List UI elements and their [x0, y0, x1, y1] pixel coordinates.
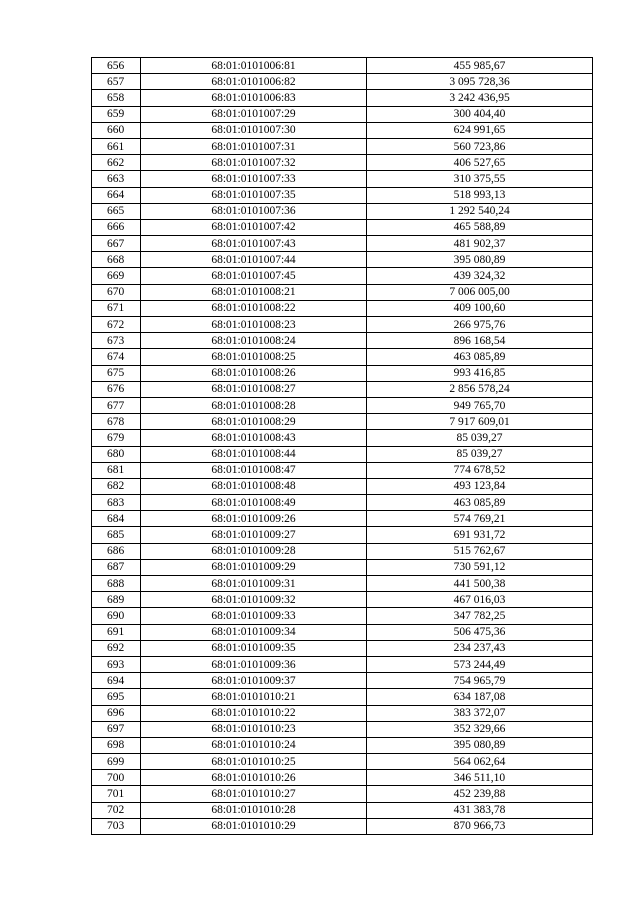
row-number-cell: 685 [92, 527, 141, 543]
cadastral-number-cell: 68:01:0101010:28 [141, 802, 367, 818]
cadastral-number-cell: 68:01:0101009:37 [141, 673, 367, 689]
cadastral-value-cell: 463 085,89 [367, 495, 593, 511]
row-number-cell: 684 [92, 511, 141, 527]
cadastral-number-cell: 68:01:0101008:44 [141, 446, 367, 462]
row-number-cell: 703 [92, 818, 141, 834]
row-number-cell: 694 [92, 673, 141, 689]
table-row [92, 511, 593, 527]
cadastral-value-cell: 266 975,76 [367, 317, 593, 333]
cadastral-number-cell: 68:01:0101007:33 [141, 171, 367, 187]
row-number-cell: 657 [92, 74, 141, 90]
row-number-cell: 661 [92, 138, 141, 154]
cadastral-number-cell: 68:01:0101009:36 [141, 656, 367, 672]
cadastral-number-cell: 68:01:0101008:29 [141, 414, 367, 430]
cadastral-number-cell: 68:01:0101009:26 [141, 511, 367, 527]
cadastral-number-cell: 68:01:0101009:34 [141, 624, 367, 640]
table-row [92, 527, 593, 543]
table-row [92, 446, 593, 462]
cadastral-number-cell: 68:01:0101006:81 [141, 58, 367, 74]
cadastral-number-cell: 68:01:0101007:29 [141, 106, 367, 122]
table-row [92, 90, 593, 106]
row-number-cell: 695 [92, 689, 141, 705]
table-row [92, 138, 593, 154]
row-number-cell: 679 [92, 430, 141, 446]
cadastral-value-cell: 896 168,54 [367, 333, 593, 349]
cadastral-value-cell: 515 762,67 [367, 543, 593, 559]
cadastral-value-cell: 870 966,73 [367, 818, 593, 834]
cadastral-number-cell: 68:01:0101009:29 [141, 559, 367, 575]
table-row [92, 640, 593, 656]
table-row [92, 495, 593, 511]
cadastral-value-cell: 574 769,21 [367, 511, 593, 527]
cadastral-number-cell: 68:01:0101008:28 [141, 397, 367, 413]
cadastral-number-cell: 68:01:0101010:21 [141, 689, 367, 705]
cadastral-number-cell: 68:01:0101010:25 [141, 754, 367, 770]
cadastral-number-cell: 68:01:0101009:31 [141, 576, 367, 592]
cadastral-value-cell: 3 242 436,95 [367, 90, 593, 106]
cadastral-number-cell: 68:01:0101009:27 [141, 527, 367, 543]
table-row [92, 786, 593, 802]
table-row [92, 770, 593, 786]
table-row [92, 608, 593, 624]
table-row [92, 705, 593, 721]
table-row [92, 219, 593, 235]
table-row [92, 155, 593, 171]
table-row [92, 430, 593, 446]
cadastral-value-cell: 949 765,70 [367, 397, 593, 413]
row-number-cell: 680 [92, 446, 141, 462]
table-row [92, 576, 593, 592]
table-row [92, 656, 593, 672]
row-number-cell: 682 [92, 478, 141, 494]
cadastral-value-cell: 1 292 540,24 [367, 203, 593, 219]
row-number-cell: 689 [92, 592, 141, 608]
cadastral-number-cell: 68:01:0101008:23 [141, 317, 367, 333]
table-row [92, 300, 593, 316]
row-number-cell: 671 [92, 300, 141, 316]
table-row [92, 106, 593, 122]
cadastral-number-cell: 68:01:0101010:24 [141, 737, 367, 753]
row-number-cell: 674 [92, 349, 141, 365]
cadastral-value-cell: 346 511,10 [367, 770, 593, 786]
table-row [92, 592, 593, 608]
cadastral-value-cell: 406 527,65 [367, 155, 593, 171]
table-row [92, 58, 593, 74]
cadastral-number-cell: 68:01:0101008:47 [141, 462, 367, 478]
cadastral-value-cell: 2 856 578,24 [367, 381, 593, 397]
row-number-cell: 686 [92, 543, 141, 559]
cadastral-value-cell: 431 383,78 [367, 802, 593, 818]
cadastral-value-cell: 518 993,13 [367, 187, 593, 203]
cadastral-value-cell: 395 080,89 [367, 737, 593, 753]
table-row [92, 397, 593, 413]
cadastral-value-cell: 409 100,60 [367, 300, 593, 316]
row-number-cell: 660 [92, 122, 141, 138]
cadastral-number-cell: 68:01:0101007:45 [141, 268, 367, 284]
cadastral-number-cell: 68:01:0101008:49 [141, 495, 367, 511]
cadastral-value-cell: 560 723,86 [367, 138, 593, 154]
row-number-cell: 662 [92, 155, 141, 171]
row-number-cell: 669 [92, 268, 141, 284]
table-row [92, 317, 593, 333]
row-number-cell: 658 [92, 90, 141, 106]
cadastral-value-cell: 439 324,32 [367, 268, 593, 284]
row-number-cell: 698 [92, 737, 141, 753]
row-number-cell: 688 [92, 576, 141, 592]
cadastral-number-cell: 68:01:0101008:27 [141, 381, 367, 397]
table-row [92, 462, 593, 478]
row-number-cell: 681 [92, 462, 141, 478]
cadastral-value-cell: 300 404,40 [367, 106, 593, 122]
table-row [92, 333, 593, 349]
row-number-cell: 670 [92, 284, 141, 300]
cadastral-number-cell: 68:01:0101006:82 [141, 74, 367, 90]
table-row [92, 721, 593, 737]
cadastral-value-cell: 463 085,89 [367, 349, 593, 365]
cadastral-value-cell: 7 006 005,00 [367, 284, 593, 300]
cadastral-value-cell: 730 591,12 [367, 559, 593, 575]
table-row [92, 802, 593, 818]
cadastral-value-cell: 352 329,66 [367, 721, 593, 737]
cadastral-number-cell: 68:01:0101008:24 [141, 333, 367, 349]
row-number-cell: 673 [92, 333, 141, 349]
row-number-cell: 691 [92, 624, 141, 640]
row-number-cell: 699 [92, 754, 141, 770]
cadastral-number-cell: 68:01:0101009:35 [141, 640, 367, 656]
cadastral-value-cell: 754 965,79 [367, 673, 593, 689]
row-number-cell: 672 [92, 317, 141, 333]
cadastral-number-cell: 68:01:0101010:29 [141, 818, 367, 834]
cadastral-number-cell: 68:01:0101008:26 [141, 365, 367, 381]
row-number-cell: 700 [92, 770, 141, 786]
cadastral-value-cell: 493 123,84 [367, 478, 593, 494]
cadastral-number-cell: 68:01:0101007:42 [141, 219, 367, 235]
cadastral-number-cell: 68:01:0101008:22 [141, 300, 367, 316]
cadastral-value-cell: 774 678,52 [367, 462, 593, 478]
cadastral-number-cell: 68:01:0101007:44 [141, 252, 367, 268]
table-row [92, 365, 593, 381]
cadastral-number-cell: 68:01:0101007:36 [141, 203, 367, 219]
cadastral-value-cell: 573 244,49 [367, 656, 593, 672]
cadastral-value-cell: 467 016,03 [367, 592, 593, 608]
row-number-cell: 678 [92, 414, 141, 430]
row-number-cell: 663 [92, 171, 141, 187]
cadastral-value-cell: 85 039,27 [367, 430, 593, 446]
cadastral-value-cell: 395 080,89 [367, 252, 593, 268]
table-row [92, 122, 593, 138]
cadastral-value-cell: 85 039,27 [367, 446, 593, 462]
cadastral-number-cell: 68:01:0101010:26 [141, 770, 367, 786]
table-row [92, 818, 593, 834]
cadastral-value-cell: 624 991,65 [367, 122, 593, 138]
cadastral-value-table [91, 57, 593, 835]
cadastral-number-cell: 68:01:0101008:48 [141, 478, 367, 494]
cadastral-value-cell: 564 062,64 [367, 754, 593, 770]
cadastral-value-cell: 234 237,43 [367, 640, 593, 656]
table-row [92, 187, 593, 203]
cadastral-number-cell: 68:01:0101007:31 [141, 138, 367, 154]
row-number-cell: 656 [92, 58, 141, 74]
table-row [92, 689, 593, 705]
table-body [92, 58, 593, 835]
row-number-cell: 693 [92, 656, 141, 672]
row-number-cell: 668 [92, 252, 141, 268]
cadastral-number-cell: 68:01:0101008:43 [141, 430, 367, 446]
cadastral-value-cell: 310 375,55 [367, 171, 593, 187]
table-row [92, 252, 593, 268]
row-number-cell: 702 [92, 802, 141, 818]
cadastral-value-cell: 383 372,07 [367, 705, 593, 721]
cadastral-number-cell: 68:01:0101007:30 [141, 122, 367, 138]
cadastral-number-cell: 68:01:0101008:21 [141, 284, 367, 300]
cadastral-number-cell: 68:01:0101010:27 [141, 786, 367, 802]
row-number-cell: 666 [92, 219, 141, 235]
cadastral-number-cell: 68:01:0101010:22 [141, 705, 367, 721]
cadastral-number-cell: 68:01:0101009:32 [141, 592, 367, 608]
row-number-cell: 664 [92, 187, 141, 203]
table-row [92, 624, 593, 640]
cadastral-value-cell: 452 239,88 [367, 786, 593, 802]
cadastral-value-cell: 455 985,67 [367, 58, 593, 74]
table-row [92, 559, 593, 575]
row-number-cell: 692 [92, 640, 141, 656]
row-number-cell: 677 [92, 397, 141, 413]
row-number-cell: 659 [92, 106, 141, 122]
cadastral-number-cell: 68:01:0101010:23 [141, 721, 367, 737]
row-number-cell: 697 [92, 721, 141, 737]
cadastral-value-cell: 7 917 609,01 [367, 414, 593, 430]
table-row [92, 414, 593, 430]
cadastral-number-cell: 68:01:0101009:28 [141, 543, 367, 559]
cadastral-value-cell: 3 095 728,36 [367, 74, 593, 90]
table-row [92, 754, 593, 770]
row-number-cell: 687 [92, 559, 141, 575]
cadastral-value-cell: 691 931,72 [367, 527, 593, 543]
row-number-cell: 676 [92, 381, 141, 397]
cadastral-number-cell: 68:01:0101007:32 [141, 155, 367, 171]
cadastral-value-cell: 441 500,38 [367, 576, 593, 592]
cadastral-number-cell: 68:01:0101009:33 [141, 608, 367, 624]
table-row [92, 543, 593, 559]
cadastral-number-cell: 68:01:0101008:25 [141, 349, 367, 365]
table-row [92, 284, 593, 300]
cadastral-value-cell: 465 588,89 [367, 219, 593, 235]
cadastral-value-cell: 506 475,36 [367, 624, 593, 640]
table-row [92, 203, 593, 219]
row-number-cell: 701 [92, 786, 141, 802]
row-number-cell: 667 [92, 236, 141, 252]
row-number-cell: 696 [92, 705, 141, 721]
table-row [92, 673, 593, 689]
table-row [92, 737, 593, 753]
table-row [92, 268, 593, 284]
cadastral-value-cell: 347 782,25 [367, 608, 593, 624]
table-row [92, 478, 593, 494]
row-number-cell: 683 [92, 495, 141, 511]
table-row [92, 171, 593, 187]
table-row [92, 349, 593, 365]
cadastral-number-cell: 68:01:0101007:35 [141, 187, 367, 203]
cadastral-value-cell: 634 187,08 [367, 689, 593, 705]
row-number-cell: 690 [92, 608, 141, 624]
cadastral-number-cell: 68:01:0101006:83 [141, 90, 367, 106]
cadastral-number-cell: 68:01:0101007:43 [141, 236, 367, 252]
table-row [92, 236, 593, 252]
row-number-cell: 675 [92, 365, 141, 381]
row-number-cell: 665 [92, 203, 141, 219]
cadastral-value-cell: 993 416,85 [367, 365, 593, 381]
table-row [92, 74, 593, 90]
cadastral-value-cell: 481 902,37 [367, 236, 593, 252]
table-row [92, 381, 593, 397]
